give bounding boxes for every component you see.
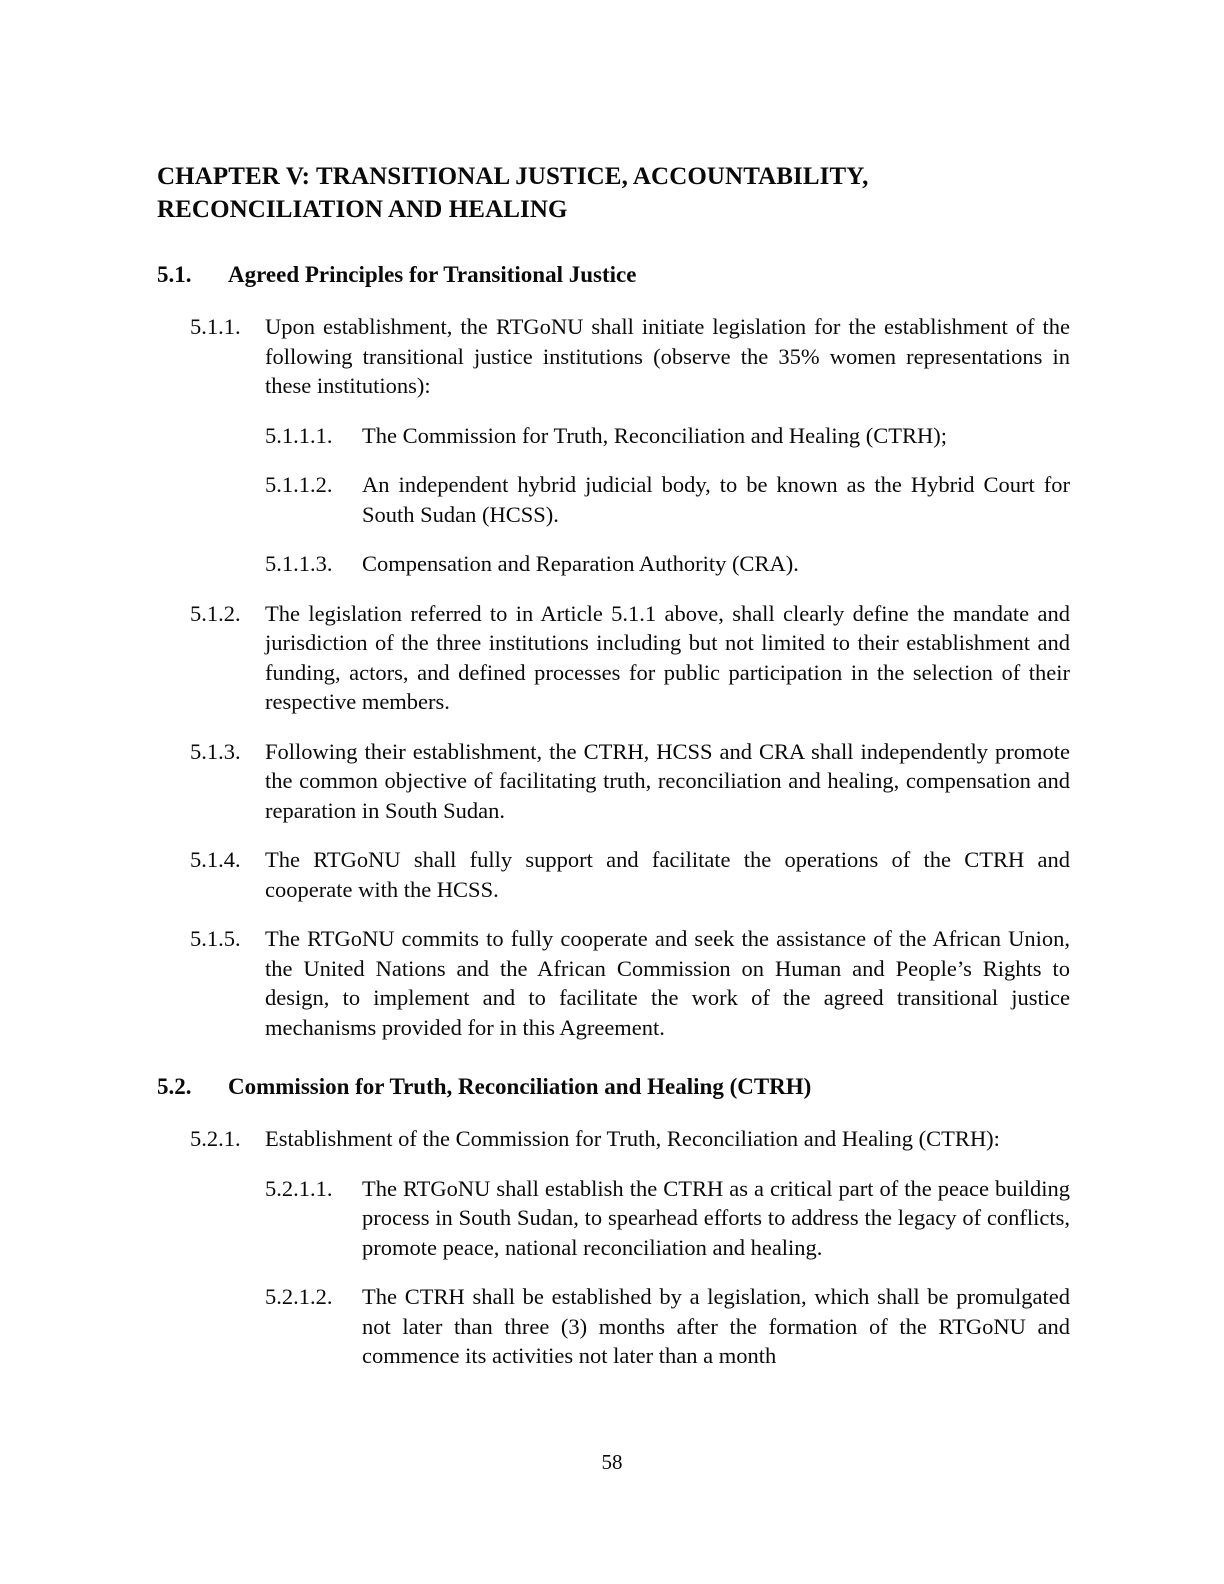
chapter-title: [157, 160, 1070, 226]
clause-5-1-4: [157, 845, 1070, 904]
clause-text: The CTRH shall be established by a legislation, which shall be promulgated not later than three (3) months after the formation of the RTGoNU and commence its activities not later than a month: [362, 1284, 1070, 1368]
section-heading-5-2: [157, 1072, 1070, 1102]
clause-number: 5.1.3.: [190, 738, 241, 764]
clause-5-2-1-2: [157, 1282, 1070, 1371]
clause-5-1-5: [157, 924, 1070, 1042]
clause-text: An independent hybrid judicial body, to be known as the Hybrid Court for South Sudan (HCSS).: [362, 472, 1070, 527]
clause-5-1-1-3: [157, 549, 1070, 579]
clause-text: Upon establishment, the RTGoNU shall initiate legislation for the establishment of the following transitional justice institutions (observe the 35% women representations in these institutions):: [265, 314, 1070, 398]
section-number: 5.2.: [157, 1074, 192, 1099]
clause-5-2-1-1: [157, 1174, 1070, 1263]
clause-number: 5.1.1.3.: [265, 551, 333, 576]
clause-text: Compensation and Reparation Authority (CRA).: [362, 551, 799, 576]
clause-5-1-1-1: [157, 421, 1070, 451]
clause-text: Following their establishment, the CTRH, HCSS and CRA shall independently promote the common objective of facilitating truth, reconciliation and healing, compensation and reparation in South Sudan.: [265, 738, 1070, 823]
clause-text: Establishment of the Commission for Truth, Reconciliation and Healing (CTRH):: [265, 1126, 1000, 1151]
clause-number: 5.2.1.: [190, 1126, 241, 1151]
clause-text: The legislation referred to in Article 5.1.1 above, shall clearly define the mandate and jurisdiction of the three institutions including but not limited to their establishment and funding, actors, and defined processes for public participation in the selection of their respective members.: [265, 600, 1070, 714]
clause-number: 5.1.5.: [190, 926, 241, 951]
clause-number: 5.1.1.: [190, 314, 241, 339]
section-number: 5.1.: [157, 262, 192, 287]
chapter-title-line-2: RECONCILIATION AND HEALING: [157, 196, 568, 223]
clause-5-1-3: [157, 737, 1070, 826]
section-heading-5-1: [157, 260, 1070, 290]
clause-text: The RTGoNU shall fully support and facilitate the operations of the CTRH and cooperate with the HCSS.: [265, 847, 1070, 902]
section-title: Agreed Principles for Transitional Justice: [228, 262, 637, 287]
clause-number: 5.2.1.1.: [265, 1175, 333, 1201]
clause-5-1-2: [157, 599, 1070, 717]
clause-5-1-1: [157, 312, 1070, 401]
clause-number: 5.1.1.1.: [265, 422, 333, 448]
page-number: 58: [601, 1450, 623, 1474]
clause-text: The RTGoNU shall establish the CTRH as a critical part of the peace building process in South Sudan, to spearhead efforts to address the legacy of conflicts, promote peace, national reconciliation and healing.: [362, 1175, 1070, 1260]
clause-text: The Commission for Truth, Reconciliation and Healing (CTRH);: [362, 422, 947, 448]
clause-number: 5.1.4.: [190, 847, 241, 872]
clause-number: 5.1.1.2.: [265, 472, 333, 497]
clause-number: 5.2.1.2.: [265, 1284, 333, 1309]
section-title: Commission for Truth, Reconciliation and Healing (CTRH): [228, 1074, 812, 1099]
chapter-title-line-1: CHAPTER V: TRANSITIONAL JUSTICE, ACCOUNTABILITY,: [157, 163, 869, 190]
clause-5-1-1-2: [157, 470, 1070, 529]
clause-5-2-1: [157, 1124, 1070, 1154]
clause-number: 5.1.2.: [190, 600, 241, 626]
clause-text: The RTGoNU commits to fully cooperate and seek the assistance of the African Union, the United Nations and the African Commission on Human and People’s Rights to design, to implement and to facilitate the work of the agreed transitional justice mechanisms provided for in this Agreement.: [265, 926, 1070, 1040]
page-content: [157, 160, 1070, 1391]
